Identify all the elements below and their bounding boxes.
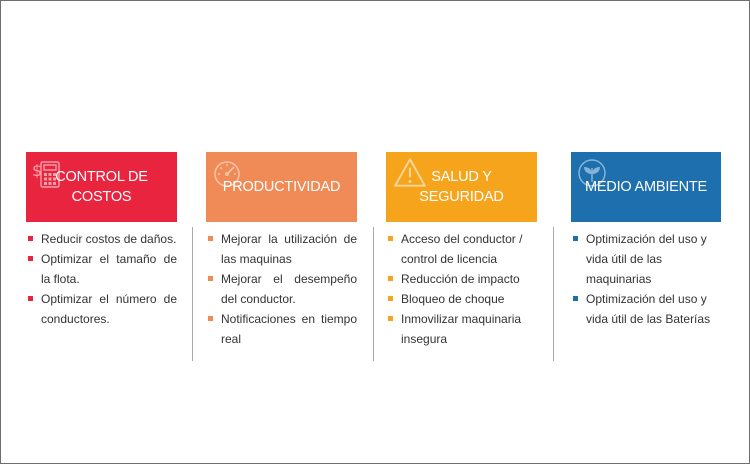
list-item: Optimizar el tamaño de la flota.: [26, 249, 177, 289]
item-list: [206, 229, 357, 349]
bullet-icon: [388, 316, 393, 321]
header-productividad: [206, 152, 357, 222]
bullet-icon: [28, 256, 33, 261]
list-item: Acceso del conductor / control de licencia: [386, 229, 537, 269]
column-divider: [373, 227, 374, 361]
list-item: Reducción de impacto: [386, 269, 537, 289]
svg-text:$: $: [32, 161, 42, 180]
column-salud-seguridad: [386, 152, 537, 349]
list-item: Mejorar la utilización de las maquinas: [206, 229, 357, 269]
header-title: MEDIO AMBIENTE: [584, 179, 708, 195]
bullet-icon: [573, 236, 578, 241]
column-divider: [192, 227, 193, 361]
item-list: [571, 229, 721, 329]
list-item: Optimizar el número de conductores.: [26, 289, 177, 329]
header-title: PRODUCTIVIDAD: [222, 179, 341, 195]
header-medio-ambiente: [571, 152, 721, 222]
column-control-costos: [26, 152, 177, 329]
column-medio-ambiente: [571, 152, 721, 329]
column-divider: [553, 227, 554, 361]
list-item: Bloqueo de choque: [386, 289, 537, 309]
bullet-icon: [388, 296, 393, 301]
bullet-icon: [28, 296, 33, 301]
bullet-icon: [208, 276, 213, 281]
list-item: Inmovilizar maquinaria insegura: [386, 309, 537, 349]
header-title: CONTROL DE COSTOS: [55, 169, 148, 205]
list-item: Mejorar el desempeño del conductor.: [206, 269, 357, 309]
bullet-icon: [208, 316, 213, 321]
bullet-icon: [208, 236, 213, 241]
bullet-icon: [388, 276, 393, 281]
list-item: Optimización del uso y vida útil de las Baterías: [571, 289, 721, 329]
list-item: Optimización del uso y vida útil de las maquinarias: [571, 229, 721, 289]
item-list: [26, 229, 177, 329]
header-title: SALUD Y SEGURIDAD: [419, 169, 504, 205]
bullet-icon: [28, 236, 33, 241]
column-productividad: [206, 152, 357, 349]
header-salud-seguridad: [386, 152, 537, 222]
bullet-icon: [388, 236, 393, 241]
item-list: [386, 229, 537, 349]
header-control-costos: [26, 152, 177, 222]
bullet-icon: [573, 296, 578, 301]
list-item: Reducir costos de daños.: [26, 229, 177, 249]
list-item: Notificaciones en tiempo real: [206, 309, 357, 349]
